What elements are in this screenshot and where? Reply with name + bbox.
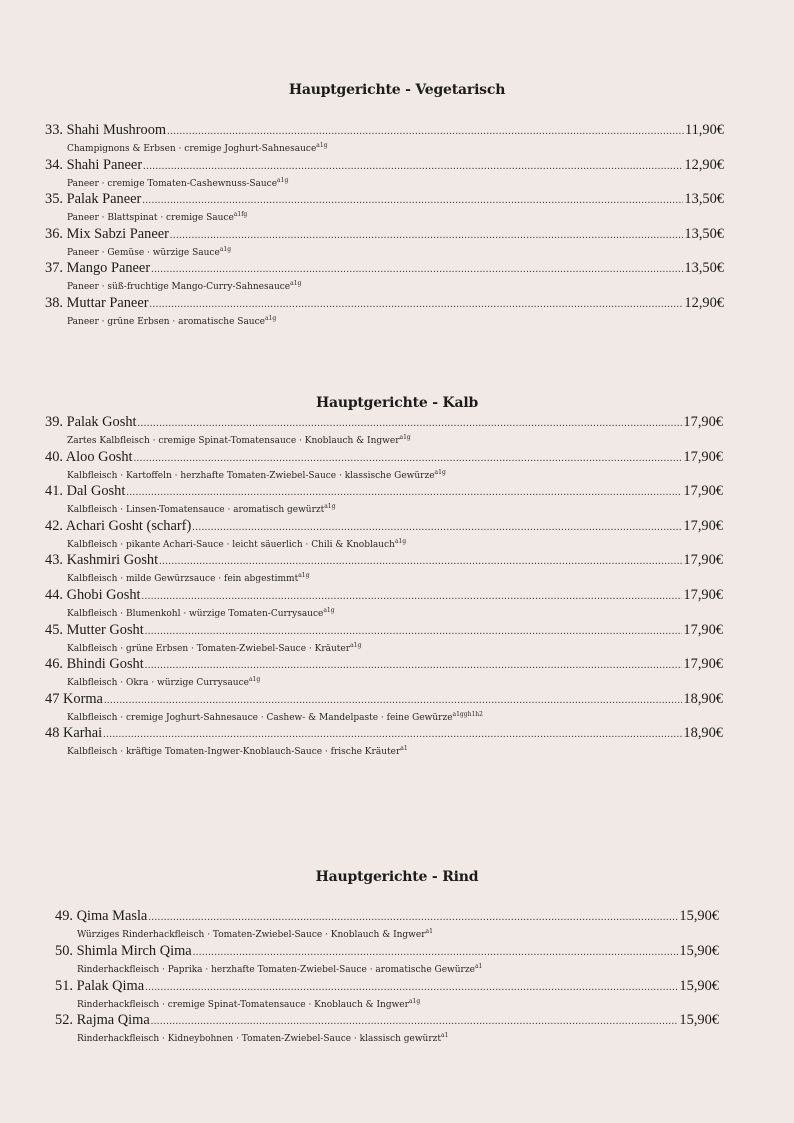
menu-item-description-text: Würziges Rinderhackfleisch · Tomaten-Zwiebel-Sauce · Knoblauch & Ingwer [77, 930, 426, 940]
dot-leader [151, 261, 683, 278]
menu-item-price: 18,90€ [683, 725, 723, 742]
menu-item [45, 725, 723, 760]
dot-leader [170, 227, 684, 244]
menu-item-description [67, 212, 724, 224]
menu-item-price: 15,90€ [679, 977, 719, 994]
menu-item-description-text: Paneer · Gemüse · würzige Sauce [67, 247, 220, 258]
allergen-codes: a1 [425, 928, 433, 935]
dot-leader [103, 726, 682, 743]
menu-item-description [67, 281, 724, 293]
menu-item-description-text: Kalbfleisch · kräftige Tomaten-Ingwer-Knoblauch-Sauce · frische Kräuter [67, 747, 401, 758]
menu-item-name: 51. Palak Qima [55, 977, 145, 994]
menu-item-description [77, 1033, 719, 1045]
menu-item-line [45, 414, 723, 432]
menu-item-line [45, 656, 723, 674]
dot-leader [159, 553, 682, 570]
menu-item-description-text: Kalbfleisch · Linsen-Tomatensauce · aromatisch gewürzt [67, 505, 325, 516]
menu-item-description-text: Rinderhackfleisch · Paprika · herzhafte Tomaten-Zwiebel-Sauce · aromatische Gewürze [77, 964, 475, 975]
menu-item-description-text: Kalbfleisch · cremige Joghurt-Sahnesauce · Cashew- & Mandelpaste · feine Gewürze [67, 712, 453, 723]
menu-item-description-text: Champignons & Erbsen · cremige Joghurt-Sahnesauce [67, 144, 317, 154]
allergen-codes: a1 [474, 962, 483, 970]
menu-item-line [55, 978, 719, 996]
allergen-codes: a1g [399, 434, 411, 441]
menu-item-description [67, 608, 723, 620]
menu-item-description [67, 247, 724, 259]
menu-item-name: 44. Ghobi Gosht [45, 587, 141, 603]
menu-item-price: 18,90€ [683, 690, 723, 707]
dot-leader [151, 1013, 679, 1030]
section-title: Hauptgerichte - Kalb [315, 395, 479, 411]
menu-item-name: 42. Achari Gosht (scharf) [45, 517, 192, 534]
menu-item-price: 11,90€ [684, 122, 724, 138]
dot-leader [143, 158, 683, 175]
menu-item-description [67, 504, 723, 516]
dot-leader [150, 296, 684, 313]
menu-item [45, 449, 723, 484]
dot-leader [145, 657, 683, 674]
menu-item-line [45, 260, 724, 278]
menu-item-name: 50. Shimla Mirch Qima [55, 942, 192, 959]
menu-item-price: 13,50€ [684, 191, 724, 208]
dot-leader [145, 979, 678, 996]
menu-item-description [67, 435, 723, 447]
menu-item-name: 38. Muttar Paneer [45, 295, 149, 311]
menu-item-price: 17,90€ [683, 656, 723, 673]
menu-item-description [67, 316, 724, 328]
dot-leader [142, 588, 683, 605]
section-title: Hauptgerichte - Rind [315, 869, 479, 885]
menu-item [45, 552, 723, 587]
menu-item-price: 17,90€ [683, 552, 723, 569]
menu-item-line [45, 552, 723, 570]
menu-item-name: 52. Rajma Qima [55, 1012, 150, 1029]
menu-item-line [45, 622, 723, 640]
menu-item [45, 295, 724, 330]
menu-item-price: 17,90€ [683, 448, 723, 465]
menu-item-description [77, 929, 719, 941]
menu-item-price: 12,90€ [684, 295, 724, 311]
menu-item [45, 656, 723, 691]
menu-item-line [45, 483, 723, 501]
dot-leader [142, 192, 683, 209]
dot-leader [138, 415, 683, 432]
menu-item-name: 45. Mutter Gosht [45, 621, 144, 638]
dot-leader [167, 123, 684, 140]
menu-item-description-text: Paneer · cremige Tomaten-Cashewnuss-Sauce [67, 178, 278, 189]
dot-leader [104, 692, 682, 709]
menu-item-price: 17,90€ [683, 517, 723, 534]
menu-item-price: 15,90€ [679, 1012, 719, 1029]
menu-item-line [45, 518, 723, 536]
menu-item-description [77, 999, 719, 1011]
dot-leader [126, 484, 682, 501]
menu-item-description-text: Kalbfleisch · Okra · würzige Currysauce [67, 678, 249, 689]
menu-item-description [67, 573, 723, 585]
menu-item-line [45, 157, 724, 175]
dot-leader [145, 623, 683, 640]
allergen-codes: a1 [441, 1032, 449, 1040]
menu-item [45, 414, 723, 449]
menu-item-description-text: Rinderhackfleisch · Kidneybohnen · Tomaten-Zwiebel-Sauce · klassisch gewürzt [77, 1034, 442, 1045]
allergen-codes: a1fg [233, 211, 248, 219]
section-title: Hauptgerichte - Vegetarisch [288, 82, 506, 98]
menu-item [55, 1012, 719, 1047]
menu-item-line [45, 295, 724, 313]
menu-item [55, 978, 719, 1013]
menu-item-line [45, 122, 724, 140]
allergen-codes: a1g [277, 176, 289, 184]
menu-item [45, 157, 724, 192]
menu-item [55, 908, 719, 943]
menu-item-name: 36. Mix Sabzi Paneer [45, 225, 169, 242]
menu-item-description-text: Kalbfleisch · pikante Achari-Sauce · leicht säuerlich · Chili & Knoblauch [67, 539, 395, 550]
menu-item [45, 191, 724, 226]
menu-item-price: 13,50€ [684, 225, 724, 242]
menu-item-line [55, 943, 719, 961]
allergen-codes: a1g [219, 245, 232, 253]
menu-item-description-text: Kalbfleisch · grüne Erbsen · Tomaten-Zwiebel-Sauce · Kräuter [67, 643, 351, 654]
menu-item [55, 943, 719, 978]
menu-item-name: 41. Dal Gosht [45, 483, 126, 500]
menu-item-name: 43. Kashmiri Gosht [45, 552, 159, 569]
menu-item [45, 122, 724, 157]
menu-item-price: 17,90€ [683, 483, 723, 500]
menu-item-line [45, 691, 723, 709]
menu-item-line [45, 449, 723, 467]
allergen-codes: a1g [264, 315, 277, 322]
menu-item [45, 226, 724, 261]
menu-item-description-text: Rinderhackfleisch · cremige Spinat-Tomatensauce · Knoblauch & Ingwer [77, 999, 409, 1010]
menu-item-description-text: Paneer · süß-fruchtige Mango-Curry-Sahnesauce [67, 282, 291, 293]
menu-item-line [55, 1012, 719, 1030]
menu-item-description [67, 712, 723, 724]
dot-leader [134, 450, 683, 467]
menu-item-description-text: Kalbfleisch · Kartoffeln · herzhafte Tomaten-Zwiebel-Sauce · klassische Gewürze [67, 470, 435, 481]
menu-item-line [55, 908, 719, 926]
menu-item-name: 37. Mango Paneer [45, 260, 151, 277]
menu-item-price: 13,50€ [684, 260, 724, 277]
menu-item-description [67, 539, 723, 551]
menu-item-description [77, 964, 719, 976]
menu-item-name: 34. Shahi Paneer [45, 156, 143, 173]
allergen-codes: a1g [248, 676, 261, 684]
menu-item-description [67, 643, 723, 655]
menu-item-description [67, 178, 724, 190]
allergen-codes: a1g [434, 468, 446, 476]
menu-item [45, 691, 723, 726]
menu-item-price: 17,90€ [683, 414, 723, 430]
menu-item [45, 587, 723, 622]
menu-item-line [45, 587, 723, 605]
menu-item [45, 260, 724, 295]
menu-item-description [67, 746, 723, 758]
menu-item-price: 15,90€ [679, 908, 719, 924]
allergen-codes: a1g [324, 503, 336, 511]
dot-leader [192, 519, 682, 536]
menu-item-line [45, 725, 723, 743]
allergen-codes: a1g [394, 537, 407, 545]
menu-item-description [67, 143, 724, 155]
allergen-codes: a1g [408, 997, 421, 1005]
menu-item-description-text: Zartes Kalbfleisch · cremige Spinat-Tomatensauce · Knoblauch & Ingwer [67, 436, 400, 446]
menu-item-name: 48 Karhai [45, 725, 103, 742]
menu-item-description [67, 677, 723, 689]
dot-leader [148, 909, 678, 926]
menu-item-price: 12,90€ [684, 156, 724, 173]
menu-item-name: 49. Qima Masla [55, 908, 148, 924]
menu-item-description [67, 470, 723, 482]
menu-item [45, 483, 723, 518]
allergen-codes: a1 [400, 745, 408, 753]
menu-item-name: 46. Bhindi Gosht [45, 656, 144, 673]
menu-item-name: 35. Palak Paneer [45, 191, 142, 208]
allergen-codes: a1g [290, 280, 302, 288]
menu-item-description-text: Paneer · grüne Erbsen · aromatische Sauce [67, 317, 265, 327]
menu-item-name: 33. Shahi Mushroom [45, 122, 167, 138]
menu-item-name: 40. Aloo Gosht [45, 448, 133, 465]
menu-item-price: 17,90€ [683, 621, 723, 638]
menu-item [45, 518, 723, 553]
menu-item [45, 622, 723, 657]
allergen-codes: a1g [323, 607, 335, 614]
menu-item-description-text: Kalbfleisch · Blumenkohl · würzige Tomaten-Currysauce [67, 609, 324, 619]
allergen-codes: a1g [316, 142, 328, 149]
menu-item-price: 17,90€ [683, 587, 723, 603]
allergen-codes: a1g [350, 641, 362, 649]
menu-item-description-text: Paneer · Blattspinat · cremige Sauce [67, 213, 234, 224]
menu-item-price: 15,90€ [679, 942, 719, 959]
menu-item-line [45, 226, 724, 244]
allergen-codes: a1g [298, 572, 310, 580]
allergen-codes: a1ggh1h2 [452, 710, 483, 718]
menu-item-name: 39. Palak Gosht [45, 414, 137, 430]
dot-leader [193, 944, 679, 961]
menu-item-name: 47 Korma [45, 690, 103, 707]
menu-item-line [45, 191, 724, 209]
menu-item-description-text: Kalbfleisch · milde Gewürzsauce · fein abgestimmt [67, 574, 299, 585]
